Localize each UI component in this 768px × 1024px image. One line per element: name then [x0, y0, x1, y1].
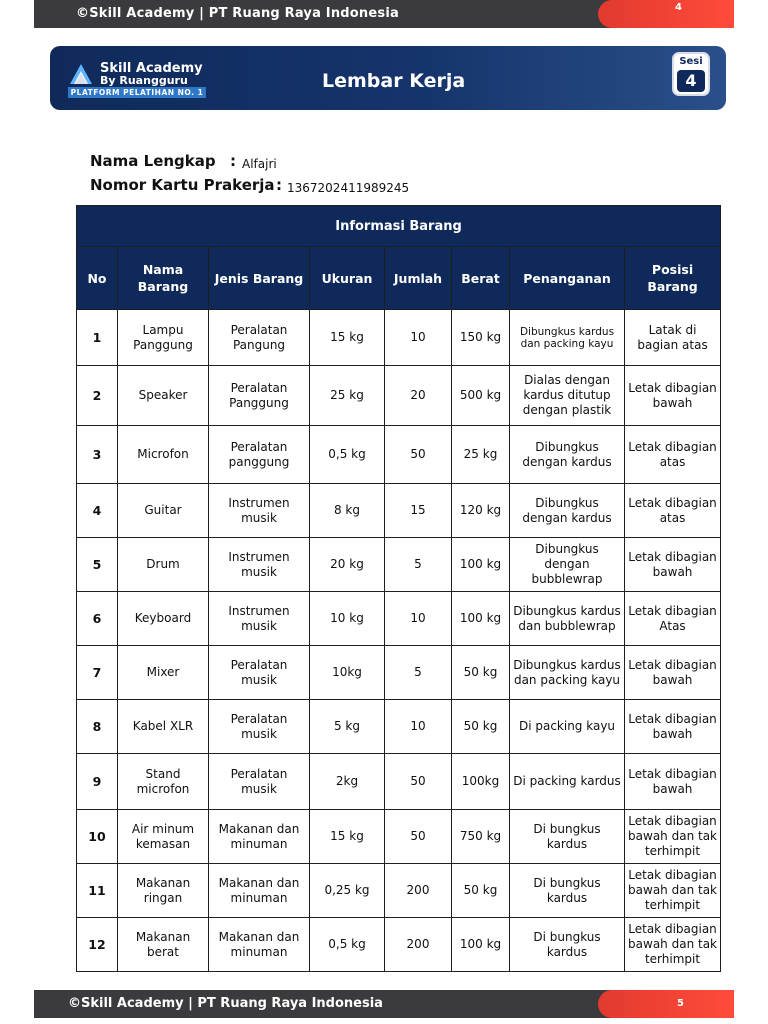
- table-row: [77, 646, 721, 700]
- column-header-berat: Berat: [452, 247, 510, 310]
- cell-penanganan: Di bungkus kardus: [510, 918, 625, 972]
- column-header-ukuran: Ukuran: [310, 247, 385, 310]
- cell-berat: 100kg: [452, 754, 510, 810]
- cell-berat: 50 kg: [452, 864, 510, 918]
- cell-jenis-barang: Peralatan Panggung: [209, 366, 310, 426]
- cell-ukuran: 8 kg: [310, 484, 385, 538]
- table-body: [77, 310, 721, 972]
- table-row: [77, 754, 721, 810]
- cell-jenis-barang: Instrumen musik: [209, 592, 310, 646]
- cell-jenis-barang: Makanan dan minuman: [209, 918, 310, 972]
- bottom-footer-strip: [34, 990, 734, 1018]
- column-header-no: No: [77, 247, 118, 310]
- cell-nama-barang: Kabel XLR: [118, 700, 209, 754]
- card-number-colon: :: [276, 176, 282, 194]
- cell-nama-barang: Keyboard: [118, 592, 209, 646]
- cell-ukuran: 2kg: [310, 754, 385, 810]
- cell-jenis-barang: Peralatan musik: [209, 754, 310, 810]
- column-header-posisi-barang: Posisi Barang: [625, 247, 721, 310]
- cell-posisi-barang: Letak dibagian Atas: [625, 592, 721, 646]
- name-value: Alfajri: [242, 157, 277, 171]
- table-header-row: [77, 247, 721, 310]
- cell-jumlah: 5: [385, 646, 452, 700]
- cell-posisi-barang: Letak dibagian bawah: [625, 538, 721, 592]
- logo-tagline: PLATFORM PELATIHAN NO. 1: [68, 87, 206, 98]
- cell-berat: 100 kg: [452, 592, 510, 646]
- cell-jenis-barang: Makanan dan minuman: [209, 810, 310, 864]
- logo-name: Skill Academy: [100, 61, 203, 76]
- cell-penanganan: Di bungkus kardus: [510, 810, 625, 864]
- column-header-jumlah: Jumlah: [385, 247, 452, 310]
- cell-jumlah: 5: [385, 538, 452, 592]
- page-title: Lembar Kerja: [322, 70, 466, 92]
- cell-penanganan: Dibungkus dengan kardus: [510, 426, 625, 484]
- table-caption: Informasi Barang: [77, 206, 721, 247]
- cell-jenis-barang: Peralatan panggung: [209, 426, 310, 484]
- cell-no: 12: [77, 918, 118, 972]
- bottom-footer-page-number: 5: [677, 998, 684, 1009]
- cell-ukuran: 10kg: [310, 646, 385, 700]
- skill-academy-logo: [68, 60, 208, 100]
- cell-posisi-barang: Letak dibagian bawah: [625, 366, 721, 426]
- name-label: Nama Lengkap: [90, 152, 216, 170]
- cell-penanganan: Di packing kayu: [510, 700, 625, 754]
- cell-nama-barang: Makanan ringan: [118, 864, 209, 918]
- table-row: [77, 426, 721, 484]
- card-number-label: Nomor Kartu Prakerja: [90, 176, 275, 194]
- cell-penanganan: Dialas dengan kardus ditutup dengan plastik: [510, 366, 625, 426]
- cell-berat: 500 kg: [452, 366, 510, 426]
- cell-nama-barang: Microfon: [118, 426, 209, 484]
- cell-ukuran: 0,25 kg: [310, 864, 385, 918]
- top-footer-page-number: 4: [675, 2, 682, 13]
- cell-jumlah: 10: [385, 310, 452, 366]
- session-badge: [672, 52, 710, 96]
- cell-penanganan: Di bungkus kardus: [510, 864, 625, 918]
- table-row: [77, 310, 721, 366]
- goods-information-table: [76, 205, 721, 972]
- top-footer-copyright: ©Skill Academy | PT Ruang Raya Indonesia: [76, 6, 399, 21]
- cell-no: 10: [77, 810, 118, 864]
- cell-no: 9: [77, 754, 118, 810]
- cell-nama-barang: Drum: [118, 538, 209, 592]
- cell-no: 1: [77, 310, 118, 366]
- cell-penanganan: Dibungkus kardus dan packing kayu: [510, 646, 625, 700]
- cell-penanganan: Di packing kardus: [510, 754, 625, 810]
- cell-posisi-barang: Letak dibagian atas: [625, 426, 721, 484]
- cell-berat: 120 kg: [452, 484, 510, 538]
- cell-nama-barang: Mixer: [118, 646, 209, 700]
- cell-ukuran: 0,5 kg: [310, 918, 385, 972]
- cell-jumlah: 20: [385, 366, 452, 426]
- cell-no: 3: [77, 426, 118, 484]
- table-row: [77, 918, 721, 972]
- table-row: [77, 700, 721, 754]
- cell-ukuran: 15 kg: [310, 310, 385, 366]
- cell-ukuran: 5 kg: [310, 700, 385, 754]
- cell-berat: 100 kg: [452, 538, 510, 592]
- cell-no: 5: [77, 538, 118, 592]
- cell-jenis-barang: Instrumen musik: [209, 538, 310, 592]
- cell-nama-barang: Speaker: [118, 366, 209, 426]
- cell-ukuran: 0,5 kg: [310, 426, 385, 484]
- cell-jenis-barang: Peralatan Pangung: [209, 310, 310, 366]
- cell-jumlah: 15: [385, 484, 452, 538]
- cell-no: 7: [77, 646, 118, 700]
- column-header-jenis-barang: Jenis Barang: [209, 247, 310, 310]
- cell-penanganan: Dibungkus dengan bubblewrap: [510, 538, 625, 592]
- cell-penanganan: Dibungkus kardus dan packing kayu: [510, 310, 625, 366]
- bottom-footer-red-tab: [598, 990, 734, 1018]
- cell-jumlah: 200: [385, 918, 452, 972]
- table-row: [77, 538, 721, 592]
- skill-academy-logo-icon: [68, 62, 94, 86]
- cell-nama-barang: Guitar: [118, 484, 209, 538]
- table-row: [77, 864, 721, 918]
- name-colon: :: [230, 152, 236, 170]
- cell-posisi-barang: Letak dibagian bawah: [625, 646, 721, 700]
- cell-berat: 750 kg: [452, 810, 510, 864]
- cell-jumlah: 50: [385, 810, 452, 864]
- cell-berat: 25 kg: [452, 426, 510, 484]
- cell-jumlah: 50: [385, 426, 452, 484]
- cell-ukuran: 15 kg: [310, 810, 385, 864]
- cell-posisi-barang: Letak dibagian atas: [625, 484, 721, 538]
- cell-jumlah: 10: [385, 592, 452, 646]
- cell-nama-barang: Lampu Panggung: [118, 310, 209, 366]
- cell-berat: 100 kg: [452, 918, 510, 972]
- cell-no: 8: [77, 700, 118, 754]
- cell-posisi-barang: Letak dibagian bawah: [625, 754, 721, 810]
- cell-posisi-barang: Letak dibagian bawah dan tak terhimpit: [625, 918, 721, 972]
- cell-posisi-barang: Letak dibagian bawah dan tak terhimpit: [625, 810, 721, 864]
- cell-jenis-barang: Instrumen musik: [209, 484, 310, 538]
- session-number: 4: [677, 70, 705, 92]
- table-row: [77, 810, 721, 864]
- cell-posisi-barang: Letak dibagian bawah: [625, 700, 721, 754]
- table-row: [77, 484, 721, 538]
- cell-nama-barang: Makanan berat: [118, 918, 209, 972]
- top-footer-strip: [34, 0, 734, 28]
- cell-jumlah: 50: [385, 754, 452, 810]
- cell-penanganan: Dibungkus dengan kardus: [510, 484, 625, 538]
- table-row: [77, 592, 721, 646]
- cell-nama-barang: Air minum kemasan: [118, 810, 209, 864]
- session-label: Sesi: [679, 56, 703, 67]
- cell-jenis-barang: Makanan dan minuman: [209, 864, 310, 918]
- bottom-footer-copyright: ©Skill Academy | PT Ruang Raya Indonesia: [68, 996, 383, 1011]
- cell-no: 11: [77, 864, 118, 918]
- cell-no: 2: [77, 366, 118, 426]
- logo-subtitle: By Ruangguru: [100, 74, 188, 87]
- cell-ukuran: 20 kg: [310, 538, 385, 592]
- cell-ukuran: 25 kg: [310, 366, 385, 426]
- cell-no: 6: [77, 592, 118, 646]
- table-row: [77, 366, 721, 426]
- top-footer-red-tab: [598, 0, 734, 28]
- cell-no: 4: [77, 484, 118, 538]
- column-header-penanganan: Penanganan: [510, 247, 625, 310]
- header-banner: [50, 46, 726, 110]
- cell-penanganan: Dibungkus kardus dan bubblewrap: [510, 592, 625, 646]
- cell-berat: 50 kg: [452, 646, 510, 700]
- cell-posisi-barang: Letak dibagian bawah dan tak terhimpit: [625, 864, 721, 918]
- column-header-nama-barang: Nama Barang: [118, 247, 209, 310]
- cell-posisi-barang: Latak di bagian atas: [625, 310, 721, 366]
- card-number-value: 1367202411989245: [287, 181, 410, 195]
- cell-berat: 50 kg: [452, 700, 510, 754]
- cell-jenis-barang: Peralatan musik: [209, 646, 310, 700]
- cell-jenis-barang: Peralatan musik: [209, 700, 310, 754]
- cell-berat: 150 kg: [452, 310, 510, 366]
- cell-ukuran: 10 kg: [310, 592, 385, 646]
- cell-nama-barang: Stand microfon: [118, 754, 209, 810]
- cell-jumlah: 10: [385, 700, 452, 754]
- cell-jumlah: 200: [385, 864, 452, 918]
